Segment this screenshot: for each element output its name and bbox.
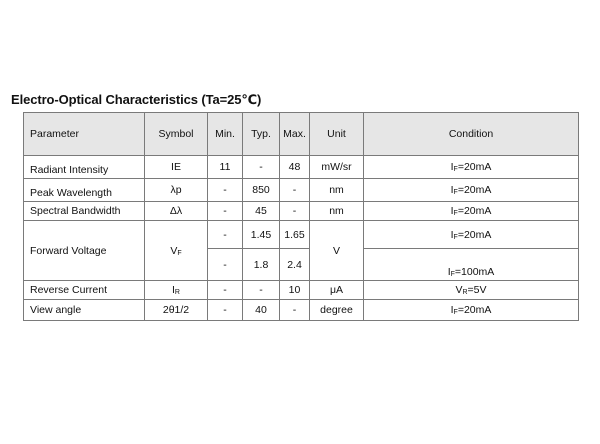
cell-max: - xyxy=(280,300,310,321)
cell-condition: $I_F=20mA$ xyxy=(364,156,579,179)
cell-symbol: 2θ1/2 xyxy=(145,300,208,321)
cell-typ: 850 xyxy=(243,179,280,202)
cell-typ: 1.8 xyxy=(243,249,280,281)
cell-symbol: IE xyxy=(145,156,208,179)
header-min: Min. xyxy=(208,113,243,156)
cell-unit: nm xyxy=(310,179,364,202)
header-max: Max. xyxy=(280,113,310,156)
header-typ: Typ. xyxy=(243,113,280,156)
cell-condition: $I_F=20mA$ xyxy=(364,179,579,202)
cell-max: - xyxy=(280,202,310,221)
cell-parameter: Spectral Bandwidth xyxy=(24,202,145,221)
cell-parameter: View angle xyxy=(24,300,145,321)
characteristics-table xyxy=(23,112,579,321)
cell-condition: $I_F=20mA$ xyxy=(364,202,579,221)
document-title: Electro-Optical Characteristics (Ta=25℃) xyxy=(11,92,262,107)
cell-parameter: Radiant Intensity xyxy=(24,156,145,179)
cell-max: 1.65 xyxy=(280,221,310,249)
cell-max: 2.4 xyxy=(280,249,310,281)
cell-min: - xyxy=(208,281,243,300)
cell-condition: $I_F=100mA$ xyxy=(364,249,579,281)
cell-min: - xyxy=(208,249,243,281)
cell-symbol: $V_F$ xyxy=(145,221,208,281)
cell-parameter: Forward Voltage xyxy=(24,221,145,281)
cell-parameter: Peak Wavelength xyxy=(24,179,145,202)
table-row-view-angle xyxy=(24,300,579,321)
table-row-reverse-current xyxy=(24,281,579,300)
cell-unit: μA xyxy=(310,281,364,300)
cell-min: - xyxy=(208,202,243,221)
cell-unit: V xyxy=(310,221,364,281)
cell-symbol: $I_R$ xyxy=(145,281,208,300)
header-condition: Condition xyxy=(364,113,579,156)
header-parameter: Parameter xyxy=(24,113,145,156)
cell-condition: $I_F=20mA$ xyxy=(364,221,579,249)
cell-parameter: Reverse Current xyxy=(24,281,145,300)
cell-typ: - xyxy=(243,281,280,300)
header-unit: Unit xyxy=(310,113,364,156)
cell-unit: nm xyxy=(310,202,364,221)
cell-condition: $I_F=20mA$ xyxy=(364,300,579,321)
table-row-forward-voltage-a xyxy=(24,221,579,249)
cell-max: - xyxy=(280,179,310,202)
cell-min: 11 xyxy=(208,156,243,179)
header-row xyxy=(24,113,579,156)
cell-typ: - xyxy=(243,156,280,179)
table-row-radiant-intensity xyxy=(24,156,579,179)
cell-min: - xyxy=(208,221,243,249)
cell-typ: 45 xyxy=(243,202,280,221)
table-row-peak-wavelength xyxy=(24,179,579,202)
cell-min: - xyxy=(208,179,243,202)
cell-condition: $V_R=5V$ xyxy=(364,281,579,300)
cell-symbol: λp xyxy=(145,179,208,202)
cell-typ: 40 xyxy=(243,300,280,321)
cell-min: - xyxy=(208,300,243,321)
cell-unit: mW/sr xyxy=(310,156,364,179)
cell-max: 48 xyxy=(280,156,310,179)
table-row-spectral-bandwidth xyxy=(24,202,579,221)
cell-symbol: Δλ xyxy=(145,202,208,221)
header-symbol: Symbol xyxy=(145,113,208,156)
cell-max: 10 xyxy=(280,281,310,300)
cell-unit: degree xyxy=(310,300,364,321)
cell-typ: 1.45 xyxy=(243,221,280,249)
